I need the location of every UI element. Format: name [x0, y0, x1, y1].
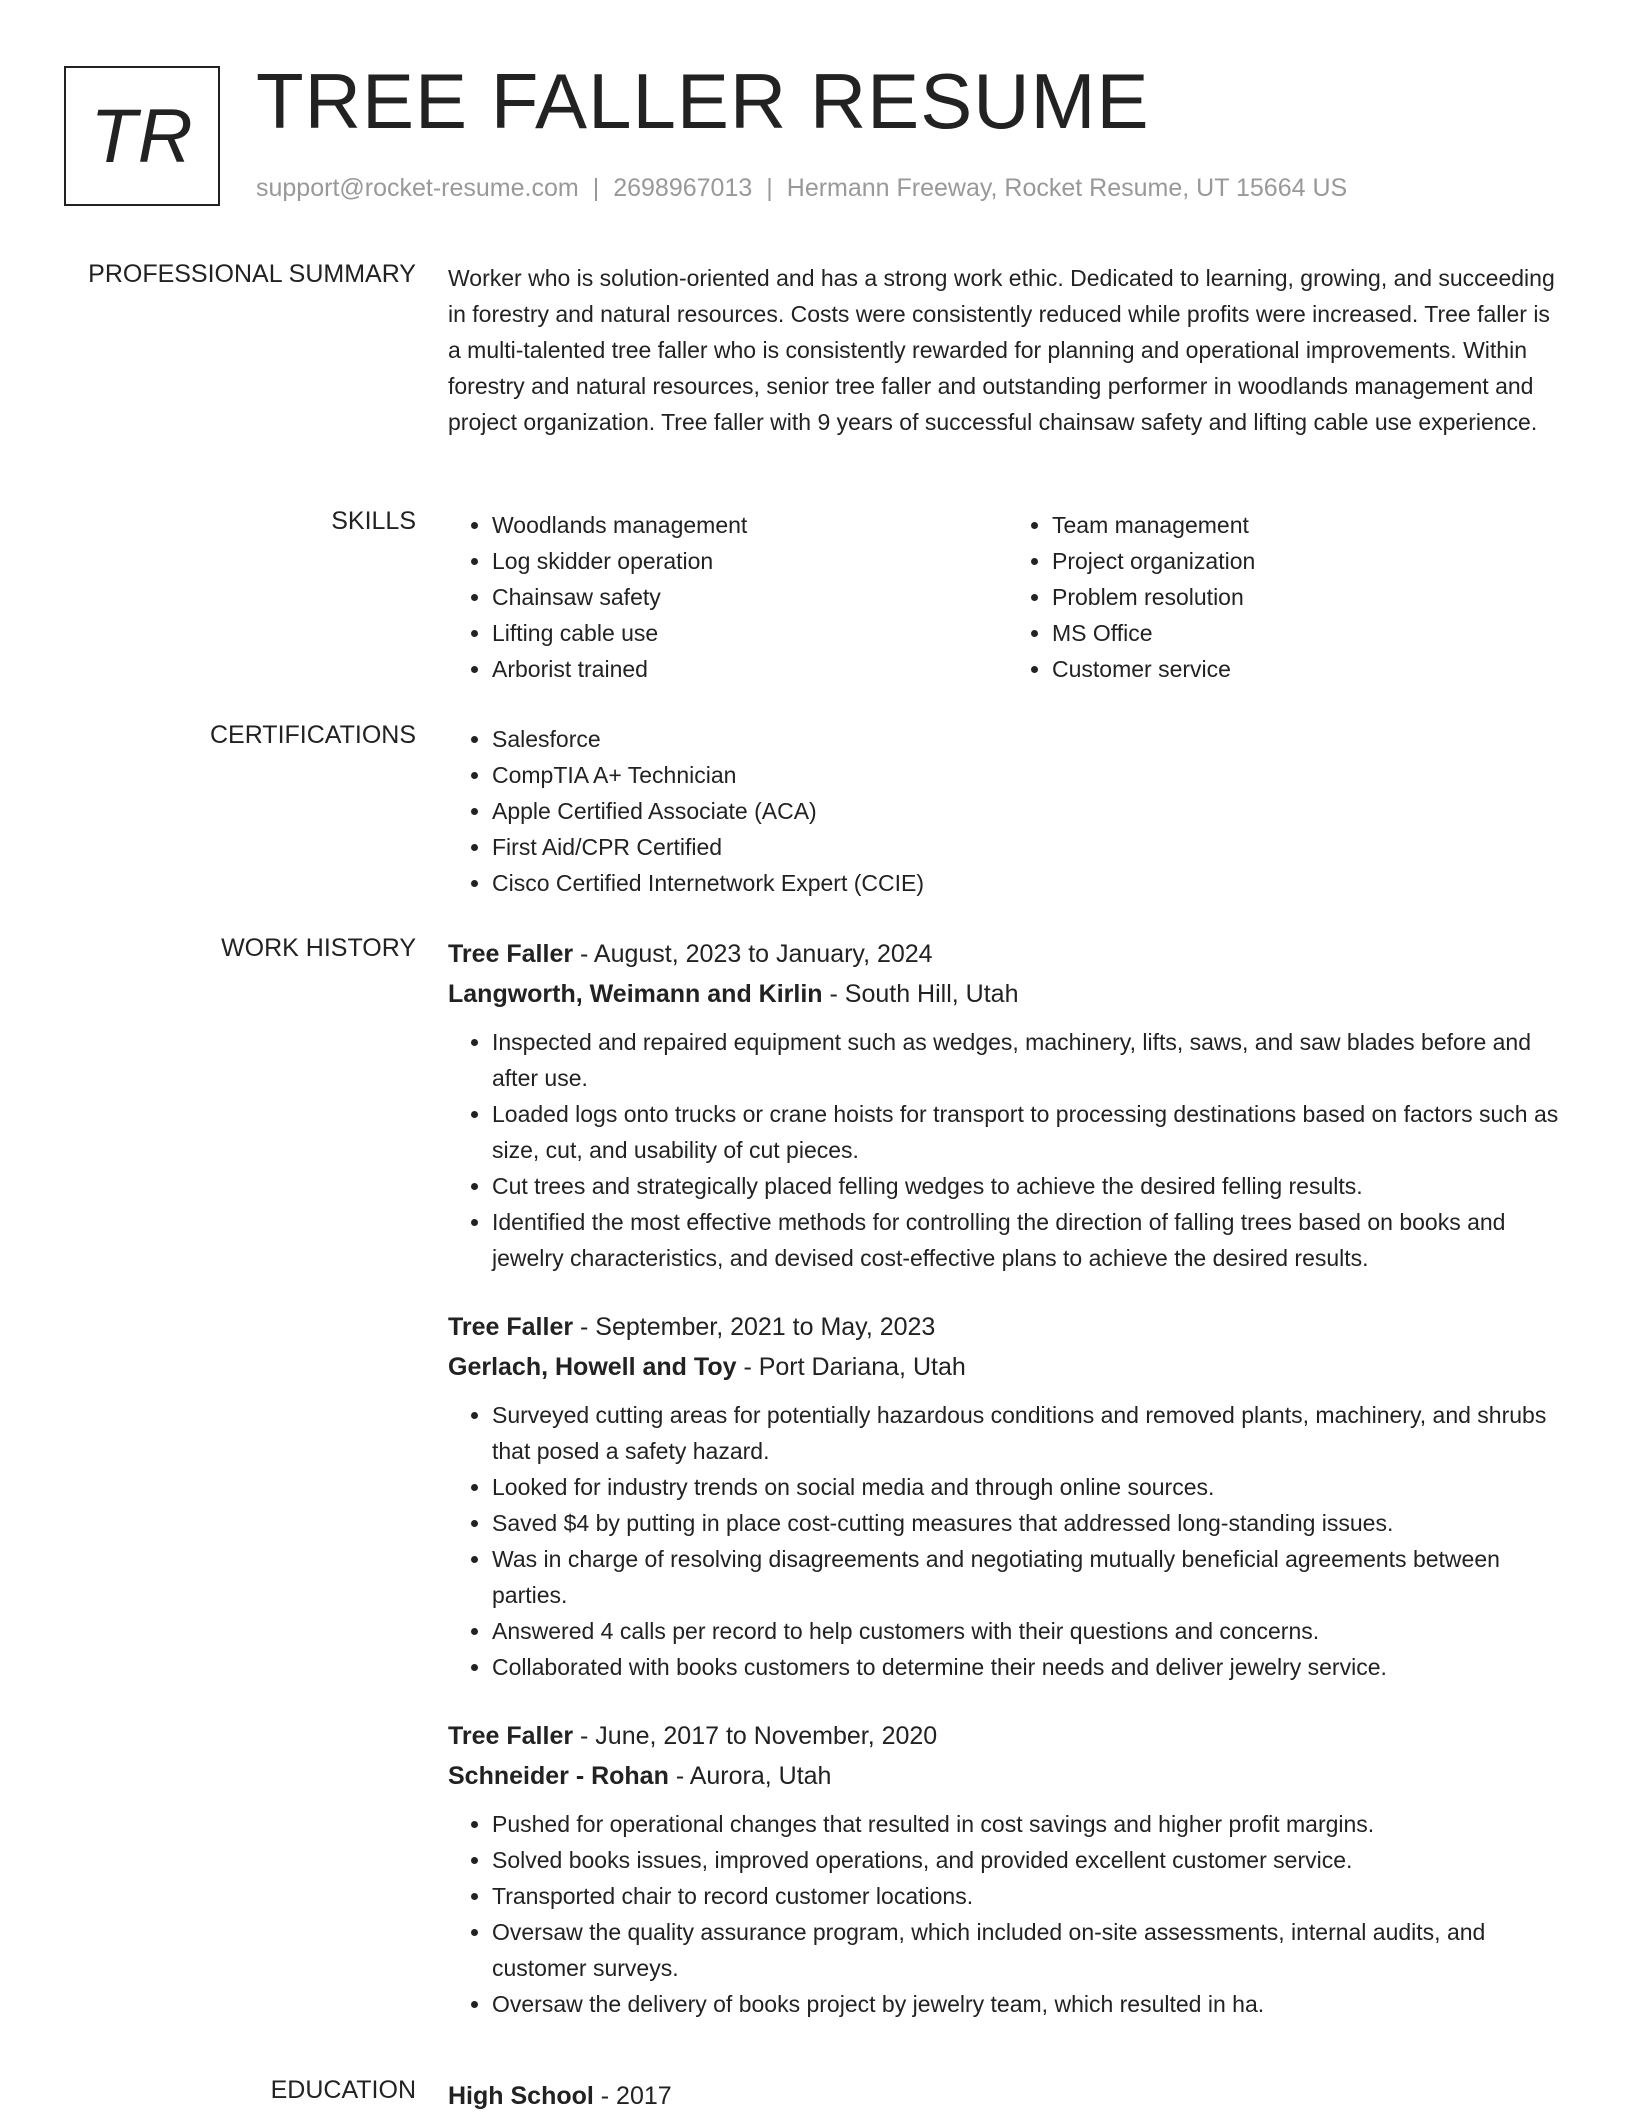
skill-item: • Log skidder operation — [492, 543, 1008, 579]
page-title: TREE FALLER RESUME — [256, 57, 1150, 145]
skills-list-left — [448, 507, 1008, 687]
job-bullet: • Was in charge of resolving disagreements and negotiating mutually beneficial agreements between parties. — [492, 1541, 1568, 1613]
job-bullet: • Identified the most effective methods for controlling the direction of falling trees based on books and jewelry characteristics, and devised cost-effective plans to achieve the desired results. — [492, 1204, 1568, 1276]
contact-line — [256, 174, 1347, 203]
certifications-body — [448, 721, 1568, 901]
job-bullet: • Answered 4 calls per record to help customers with their questions and concerns. — [492, 1613, 1568, 1649]
education-year: - 2017 — [593, 2082, 672, 2110]
job-title-line — [448, 1307, 1568, 1347]
skills-columns — [448, 507, 1568, 687]
job-dates: - September, 2021 to May, 2023 — [573, 1313, 936, 1341]
certification-item: • Apple Certified Associate (ACA) — [492, 793, 1568, 829]
skill-item: • MS Office — [1052, 615, 1568, 651]
contact-separator: | — [592, 174, 600, 202]
job-title-line — [448, 1716, 1568, 1756]
job-bullet: • Surveyed cutting areas for potentially hazardous conditions and removed plants, machinery, and shrubs that posed a safety hazard. — [492, 1397, 1568, 1469]
job-bullet: • Solved books issues, improved operations, and provided excellent customer service. — [492, 1842, 1568, 1878]
job-company-line — [448, 1347, 1568, 1387]
job-company-line — [448, 1756, 1568, 1796]
skill-item: • Chainsaw safety — [492, 579, 1008, 615]
job-bullet: • Transported chair to record customer locations. — [492, 1878, 1568, 1914]
education-line — [448, 2076, 1568, 2116]
job-location: - Port Dariana, Utah — [736, 1353, 966, 1381]
skill-item: • Lifting cable use — [492, 615, 1008, 651]
job-bullets — [448, 1397, 1568, 1685]
job-company: Schneider - Rohan — [448, 1762, 669, 1790]
contact-separator: | — [766, 174, 773, 202]
job-bullet: • Inspected and repaired equipment such as wedges, machinery, lifts, saws, and saw blades before and after use. — [492, 1024, 1568, 1096]
job-bullets — [448, 1806, 1568, 2022]
job-company: Gerlach, Howell and Toy — [448, 1353, 737, 1381]
contact-email[interactable]: support@rocket-resume.com — [256, 174, 579, 202]
skill-item: • Project organization — [1052, 543, 1568, 579]
monogram-logo: TR — [64, 66, 220, 206]
section-label-summary: PROFESSIONAL SUMMARY — [88, 260, 416, 288]
job-title-line — [448, 934, 1568, 974]
job-bullet: • Pushed for operational changes that resulted in cost savings and higher profit margins. — [492, 1806, 1568, 1842]
education-body — [448, 2076, 1568, 2116]
contact-phone[interactable]: 2698967013 — [613, 174, 753, 202]
work-history-body — [448, 934, 1568, 2053]
job-bullet: • Cut trees and strategically placed felling wedges to achieve the desired felling results. — [492, 1168, 1568, 1204]
section-label-education: EDUCATION — [270, 2076, 416, 2104]
job-bullet: • Saved $4 by putting in place cost-cutting measures that addressed long-standing issues. — [492, 1505, 1568, 1541]
certification-item: • CompTIA A+ Technician — [492, 757, 1568, 793]
job-entry — [448, 1716, 1568, 2022]
skill-item: • Woodlands management — [492, 507, 1008, 543]
skill-item: • Team management — [1052, 507, 1568, 543]
job-title: Tree Faller — [448, 1722, 574, 1750]
contact-address: Hermann Freeway, Rocket Resume, UT 15664 US — [786, 174, 1348, 202]
section-label-skills: SKILLS — [331, 507, 416, 535]
job-entry — [448, 934, 1568, 1276]
section-label-certifications: CERTIFICATIONS — [209, 721, 416, 749]
certification-item: • Salesforce — [492, 721, 1568, 757]
job-bullets — [448, 1024, 1568, 1276]
job-bullet: • Collaborated with books customers to determine their needs and deliver jewelry service. — [492, 1649, 1568, 1685]
job-bullet: • Oversaw the quality assurance program, which included on-site assessments, internal audits, and customer surveys. — [492, 1914, 1568, 1986]
job-location: - South Hill, Utah — [822, 980, 1019, 1008]
job-company-line — [448, 974, 1568, 1014]
job-bullet: • Looked for industry trends on social media and through online sources. — [492, 1469, 1568, 1505]
job-title: Tree Faller — [448, 940, 574, 968]
job-dates: - June, 2017 to November, 2020 — [573, 1722, 938, 1750]
job-entry — [448, 1307, 1568, 1685]
summary-text: Worker who is solution-oriented and has a strong work ethic. Dedicated to learning, growing, and succeeding in forestry and natural resources. Costs were consistently reduced while profits were increased. Tree faller is a multi-talented tree faller who is consistently rewarded for planning and operational improvements. Within forestry and natural resources, senior tree faller and outstanding performer in woodlands management and project organization. Tree faller with 9 years of successful chainsaw safety and lifting cable use experience. — [448, 265, 1555, 435]
certification-item: • First Aid/CPR Certified — [492, 829, 1568, 865]
certification-item: • Cisco Certified Internetwork Expert (CCIE) — [492, 865, 1568, 901]
job-dates: - August, 2023 to January, 2024 — [573, 940, 933, 968]
skill-item: • Problem resolution — [1052, 579, 1568, 615]
job-bullet: • Oversaw the delivery of books project by jewelry team, which resulted in ha. — [492, 1986, 1568, 2022]
skills-list-right — [1008, 507, 1568, 687]
job-company: Langworth, Weimann and Kirlin — [448, 980, 823, 1008]
skill-item: • Arborist trained — [492, 651, 1008, 687]
job-title: Tree Faller — [448, 1313, 574, 1341]
skill-item: • Customer service — [1052, 651, 1568, 687]
section-label-work: WORK HISTORY — [221, 934, 416, 962]
certifications-list — [448, 721, 1568, 901]
education-degree: High School — [448, 2082, 594, 2110]
job-location: - Aurora, Utah — [668, 1762, 832, 1790]
job-bullet: • Loaded logs onto trucks or crane hoists for transport to processing destinations based on factors such as size, cut, and usability of cut pieces. — [492, 1096, 1568, 1168]
